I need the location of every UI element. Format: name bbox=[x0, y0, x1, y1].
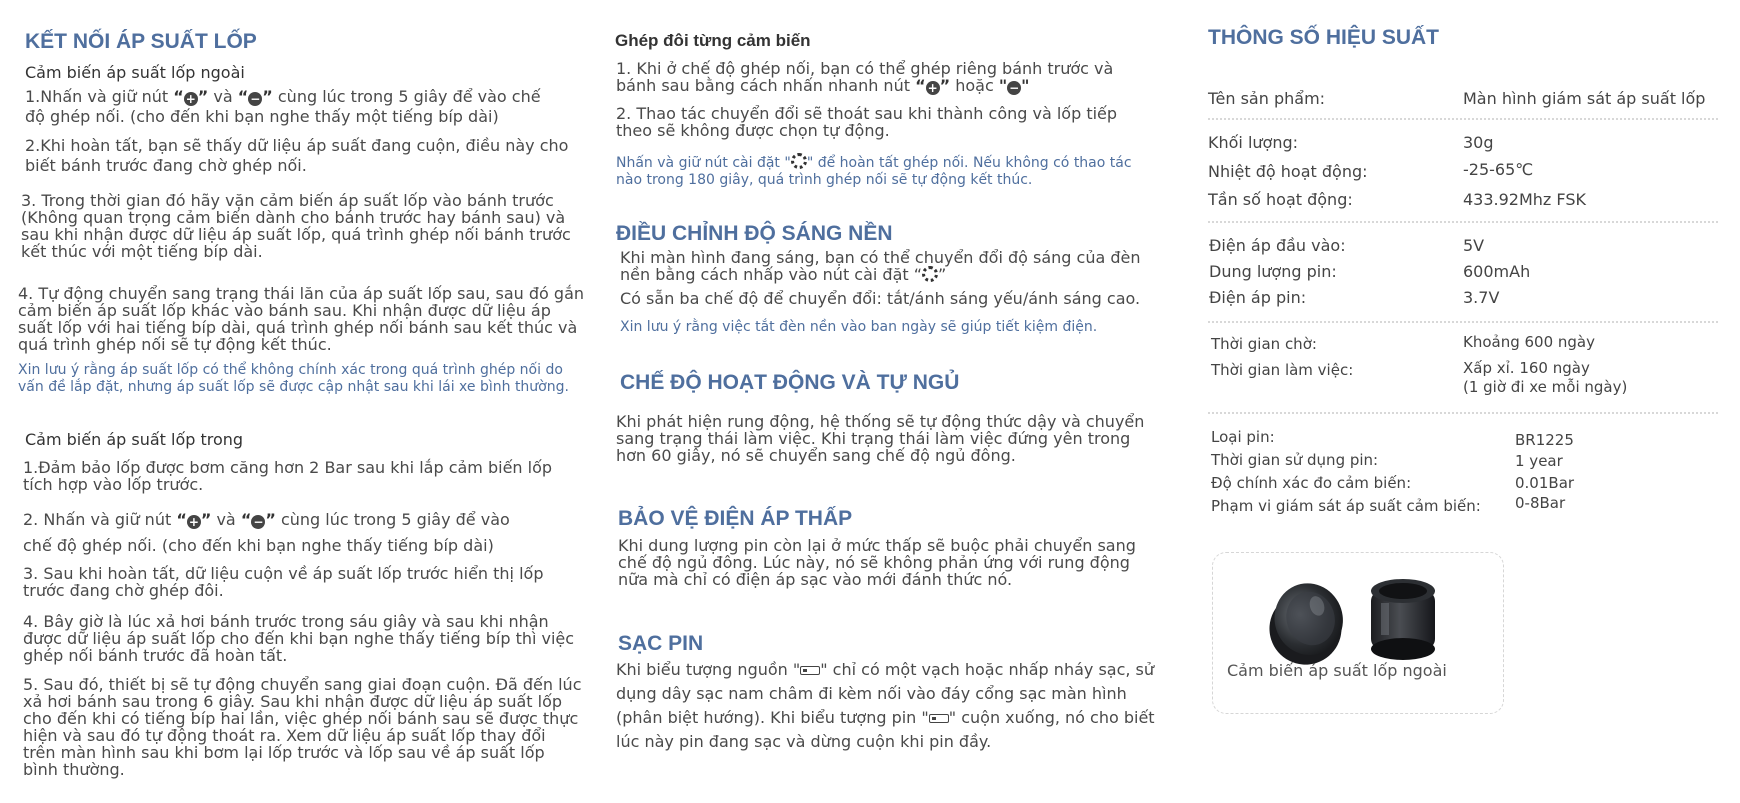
spec-value: 433.92Mhz FSK bbox=[1463, 190, 1586, 209]
external-step-3: 3. Trong thời gian đó hãy vặn cảm biến áp suất lốp vào bánh trước (Không quan trọng cảm biến dành cho bánh trước hay bánh sau) và sau khi nhận được dữ liệu áp suất lốp, quá trình ghép nối bánh trước kết thúc với một tiếng bíp dài. bbox=[21, 191, 571, 261]
spec-value: Màn hình giám sát áp suất lốp bbox=[1463, 89, 1706, 108]
section-title-low-voltage: BẢO VỆ ĐIỆN ÁP THẤP bbox=[618, 507, 853, 530]
spec-label: Thời gian chờ: bbox=[1211, 335, 1317, 353]
external-step-4: 4. Tự động chuyển sang trạng thái lăn của áp suất lốp sau, sau đó gắn cảm biến áp suất lốp khác vào bánh sau. Khi nhận được dữ liệu áp suất lốp với hai tiếng bíp dài, quá trình ghép nối bánh sau kết thúc và quá trình ghép nối sẽ tự động kết thúc. bbox=[18, 284, 585, 354]
external-step-1: 1.Nhấn và giữ nút “ + ” và “ − ” cùng lúc trong 5 giây để vào chế độ ghép nối. (cho đến khi bạn nghe thấy một tiếng bíp dài) bbox=[25, 87, 541, 126]
spec-label: Phạm vi giám sát áp suất cảm biến: bbox=[1211, 497, 1481, 515]
spec-label: Điện áp đầu vào: bbox=[1209, 236, 1346, 255]
section-title-sleep-mode: CHẾ ĐỘ HOẠT ĐỘNG VÀ TỰ NGỦ bbox=[620, 371, 960, 394]
backlight-note: Xin lưu ý rằng việc tắt đèn nền vào ban ngày sẽ giúp tiết kiệm điện. bbox=[620, 319, 1098, 335]
internal-step-4: 4. Bây giờ là lúc xả hơi bánh trước trong sáu giây và sau khi nhận được dữ liệu áp suất lốp cho đến khi bạn nghe thấy tiếng bíp thì việc ghép nối bánh trước đã hoàn tất. bbox=[23, 612, 575, 665]
spec-value: BR1225 bbox=[1515, 431, 1574, 449]
spec-value-note: (1 giờ đi xe mỗi ngày) bbox=[1463, 378, 1628, 396]
spec-value: 3.7V bbox=[1463, 288, 1500, 307]
divider bbox=[1208, 321, 1718, 323]
spec-label: Loại pin: bbox=[1211, 428, 1275, 446]
tire-sensor-image bbox=[1213, 553, 1503, 713]
spec-value: 600mAh bbox=[1463, 262, 1531, 281]
battery-icon bbox=[800, 666, 820, 675]
plus-icon: + bbox=[185, 92, 196, 106]
spec-label: Tên sản phẩm: bbox=[1208, 89, 1326, 108]
battery-icon bbox=[929, 714, 949, 723]
section-title-specs: THÔNG SỐ HIỆU SUẤT bbox=[1208, 26, 1440, 49]
section-title-charging: SẠC PIN bbox=[618, 632, 704, 655]
external-note: Xin lưu ý rằng áp suất lốp có thể không chính xác trong quá trình ghép nối do vấn đề lắp đặt, nhưng áp suất lốp sẽ được cập nhật sau khi lái xe bình thường. bbox=[18, 362, 569, 395]
spec-value: -25-65℃ bbox=[1463, 160, 1534, 179]
spec-label: Điện áp pin: bbox=[1209, 288, 1307, 307]
spec-value: 0-8Bar bbox=[1515, 494, 1566, 512]
minus-icon: − bbox=[253, 515, 264, 529]
pair-note: Nhấn và giữ nút cài đặt " " để hoàn tất ghép nối. Nếu không có thao tác nào trong 180 giây, quá trình ghép nối sẽ tự động kết thúc. bbox=[616, 155, 1132, 188]
charging-text: Khi biểu tượng nguồn " " chỉ có một vạch hoặc nhấp nháy sạc, sử dụng dây sạc nam châm đi kèm nối vào đáy cổng sạc màn hình (phân biệt hướng). Khi biểu tượng pin " " cuộn xuống, nó cho biết lúc này pin đang sạc và dừng cuộn khi pin đầy. bbox=[616, 660, 1155, 751]
minus-icon: − bbox=[250, 92, 261, 106]
divider bbox=[1208, 412, 1718, 414]
plus-icon: + bbox=[188, 515, 199, 529]
external-step-2: 2.Khi hoàn tất, bạn sẽ thấy dữ liệu áp suất đang cuộn, điều này cho biết bánh trước đang chờ ghép nối. bbox=[25, 136, 569, 175]
spec-label: Khối lượng: bbox=[1208, 133, 1299, 152]
internal-step-3: 3. Sau khi hoàn tất, dữ liệu cuộn về áp suất lốp trước hiển thị lốp trước đang chờ ghép đôi. bbox=[23, 564, 544, 600]
spec-value: 30g bbox=[1463, 133, 1494, 152]
gear-icon bbox=[922, 266, 938, 282]
plus-icon: + bbox=[927, 81, 938, 95]
spec-label: Nhiệt độ hoạt động: bbox=[1208, 162, 1368, 181]
internal-sensor-subtitle: Cảm biến áp suất lốp trong bbox=[25, 430, 244, 449]
divider bbox=[1208, 118, 1718, 120]
spec-value: Khoảng 600 ngày bbox=[1463, 333, 1596, 351]
spec-label: Thời gian sử dụng pin: bbox=[1211, 451, 1379, 469]
backlight-text: Khi màn hình đang sáng, bạn có thể chuyển đổi độ sáng của đèn nền bằng cách nhấp vào nút cài đặt “ ” bbox=[620, 248, 1141, 284]
spec-value: 0.01Bar bbox=[1515, 474, 1575, 492]
internal-step-2: 2. Nhấn và giữ nút “ + ” và “ − ” cùng lúc trong 5 giây để vào chế độ ghép nối. (cho đến khi bạn nghe thấy tiếng bíp dài) bbox=[23, 510, 510, 555]
spec-value: 1 year bbox=[1515, 452, 1563, 470]
pair-step-1: 1. Khi ở chế độ ghép nối, bạn có thể ghép riêng bánh trước và bánh sau bằng cách nhấn nhanh nút “ + ” hoặc " − " bbox=[616, 59, 1114, 95]
divider bbox=[1208, 221, 1718, 223]
internal-step-5: 5. Sau đó, thiết bị sẽ tự động chuyển sang giai đoạn cuộn. Đã đến lúc xả hơi bánh sau trong 6 giây. Sau khi nhận được dữ liệu áp suất lốp cho đến khi có tiếng bíp hai lần, việc ghép nối bánh sau sẽ được thực hiện và sau đó tự động thoát ra. Xem dữ liệu áp suất lốp thay đổi trên màn hình sau khi bơm lại lốp trước và lốp sau về áp suất lốp bình thường. bbox=[23, 675, 582, 779]
section-title-backlight: ĐIỀU CHỈNH ĐỘ SÁNG NỀN bbox=[616, 222, 893, 245]
pair-step-2: 2. Thao tác chuyển đổi sẽ thoát sau khi thành công và lốp tiếp theo sẽ không được chọn tự động. bbox=[616, 104, 1118, 140]
external-sensor-subtitle: Cảm biến áp suất lốp ngoài bbox=[25, 63, 245, 82]
spec-value: Xấp xỉ. 160 ngày bbox=[1463, 359, 1590, 377]
photo-caption: Cảm biến áp suất lốp ngoài bbox=[1227, 661, 1447, 680]
low-voltage-text: Khi dung lượng pin còn lại ở mức thấp sẽ buộc phải chuyển sang chế độ ngủ đông. Lúc này, nó sẽ không phản ứng với rung động nữa mà chỉ có điện áp sạc vào mới đánh thức nó. bbox=[618, 536, 1136, 589]
gear-icon bbox=[791, 153, 807, 169]
spec-label: Dung lượng pin: bbox=[1209, 262, 1337, 281]
spec-label: Tần số hoạt động: bbox=[1208, 190, 1353, 209]
pair-each-sensor-subtitle: Ghép đôi từng cảm biến bbox=[615, 31, 811, 50]
backlight-modes: Có sẵn ba chế độ để chuyển đổi: tắt/ánh sáng yếu/ánh sáng cao. bbox=[620, 289, 1141, 308]
spec-label: Độ chính xác đo cảm biến: bbox=[1211, 474, 1412, 492]
section-title-tire-connection: KẾT NỐI ÁP SUẤT LỐP bbox=[25, 30, 257, 53]
sleep-text: Khi phát hiện rung động, hệ thống sẽ tự động thức dậy và chuyển sang trạng thái làm việc. Khi trạng thái làm việc đứng yên trong hơn 60 giây, nó sẽ chuyển sang chế độ ngủ đông. bbox=[616, 412, 1145, 465]
spec-value: 5V bbox=[1463, 236, 1485, 255]
spec-label: Thời gian làm việc: bbox=[1211, 361, 1354, 379]
minus-icon: − bbox=[1009, 81, 1020, 95]
product-photo-card bbox=[1212, 552, 1504, 714]
internal-step-1: 1.Đảm bảo lốp được bơm căng hơn 2 Bar sau khi lắp cảm biến lốp tích hợp vào lốp trước. bbox=[23, 458, 553, 494]
